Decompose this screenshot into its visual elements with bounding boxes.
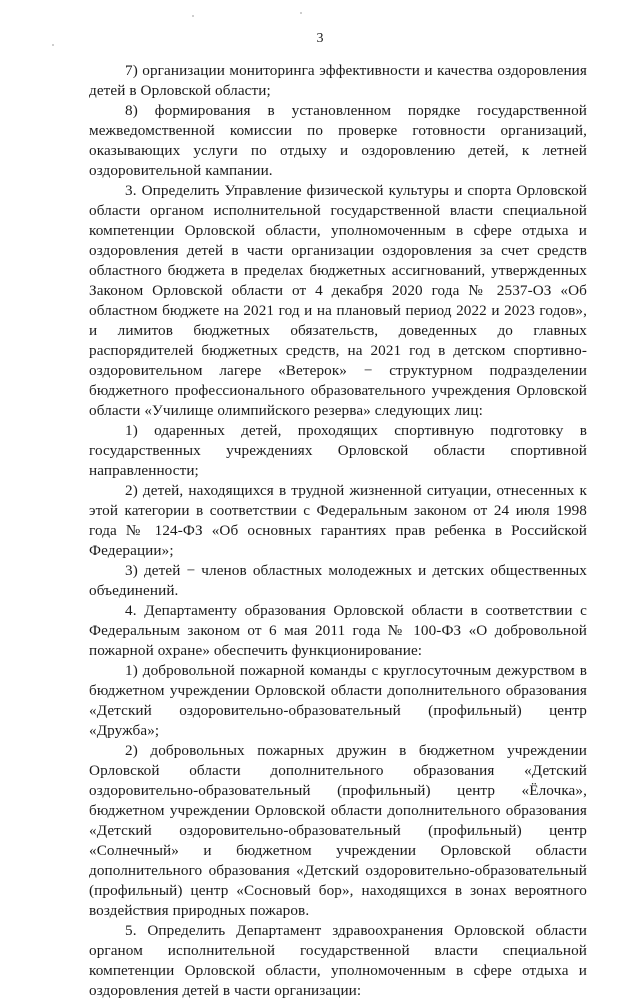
paragraph-section-4: 4. Департаменту образования Орловской области в соответствии с Федеральным законом от 6 мая 2011 года № 100-ФЗ «О добровольной пожарной охране» обеспечить функционирование: [89, 602, 587, 659]
scan-speck [300, 12, 302, 14]
paragraph-section-5: 5. Определить Департамент здравоохранения Орловской области органом исполнительной государственной власти специальной компетенции Орловской области, уполномоченным в сфере отдыха и оздоровления детей в части организации: [89, 922, 587, 999]
paragraph-item-8: 8) формирования в установленном порядке государственной межведомственной комиссии по проверке готовности организаций, оказывающих услуги по отдыху и оздоровлению детей, к летней оздоровительной кампании. [89, 102, 587, 179]
paragraph-section-3: 3. Определить Управление физической культуры и спорта Орловской области органом исполнительной государственной власти специальной компетенции Орловской области, уполномоченным в сфере отдыха и оздоровления детей в части организации оздоровления за счет средств областного бюджета в пределах бюджетных ассигнований, утвержденных Законом Орловской области от 4 декабря 2020 года № 2537-ОЗ «Об областном бюджете на 2021 год и на плановый период 2022 и 2023 годов», и лимитов бюджетных обязательств, доведенных до главных распорядителей бюджетных средств, на 2021 год в детском спортивно-оздоровительном лагере «Ветерок» − структурном подразделении бюджетного профессионального образовательного учреждения Орловской области «Училище олимпийского резерва» следующих лиц: [89, 182, 587, 419]
paragraph-item-7: 7) организации мониторинга эффективности и качества оздоровления детей в Орловской области; [89, 62, 587, 99]
paragraph-4-item-2: 2) добровольных пожарных дружин в бюджетном учреждении Орловской области дополнительного образования «Детский оздоровительно-образовательный (профильный) центр «Ёлочка», бюджетном учреждении Орловской области дополнительного образования «Детский оздоровительно-образовательный (профильный) центр «Солнечный» и бюджетном учреждении Орловской области дополнительного образования «Детский оздоровительно-образовательный (профильный) центр «Сосновый бор», находящихся в зонах вероятного воздействия природных пожаров. [89, 742, 587, 919]
paragraph-3-item-3: 3) детей − членов областных молодежных и детских общественных объединений. [89, 562, 587, 599]
document-body [89, 61, 587, 1001]
paragraph-3-item-1: 1) одаренных детей, проходящих спортивную подготовку в государственных учреждениях Орловской области спортивной направленности; [89, 422, 587, 479]
paragraph-4-item-1: 1) добровольной пожарной команды с круглосуточным дежурством в бюджетном учреждении Орловской области дополнительного образования «Детский оздоровительно-образовательный (профильный) центр «Дружба»; [89, 662, 587, 739]
page-number: 3 [316, 31, 324, 46]
paragraph-3-item-2: 2) детей, находящихся в трудной жизненной ситуации, отнесенных к этой категории в соответствии с Федеральным законом от 24 июля 1998 года № 124-ФЗ «Об основных гарантиях прав ребенка в Российской Федерации»; [89, 482, 587, 559]
scan-speck [192, 15, 194, 17]
